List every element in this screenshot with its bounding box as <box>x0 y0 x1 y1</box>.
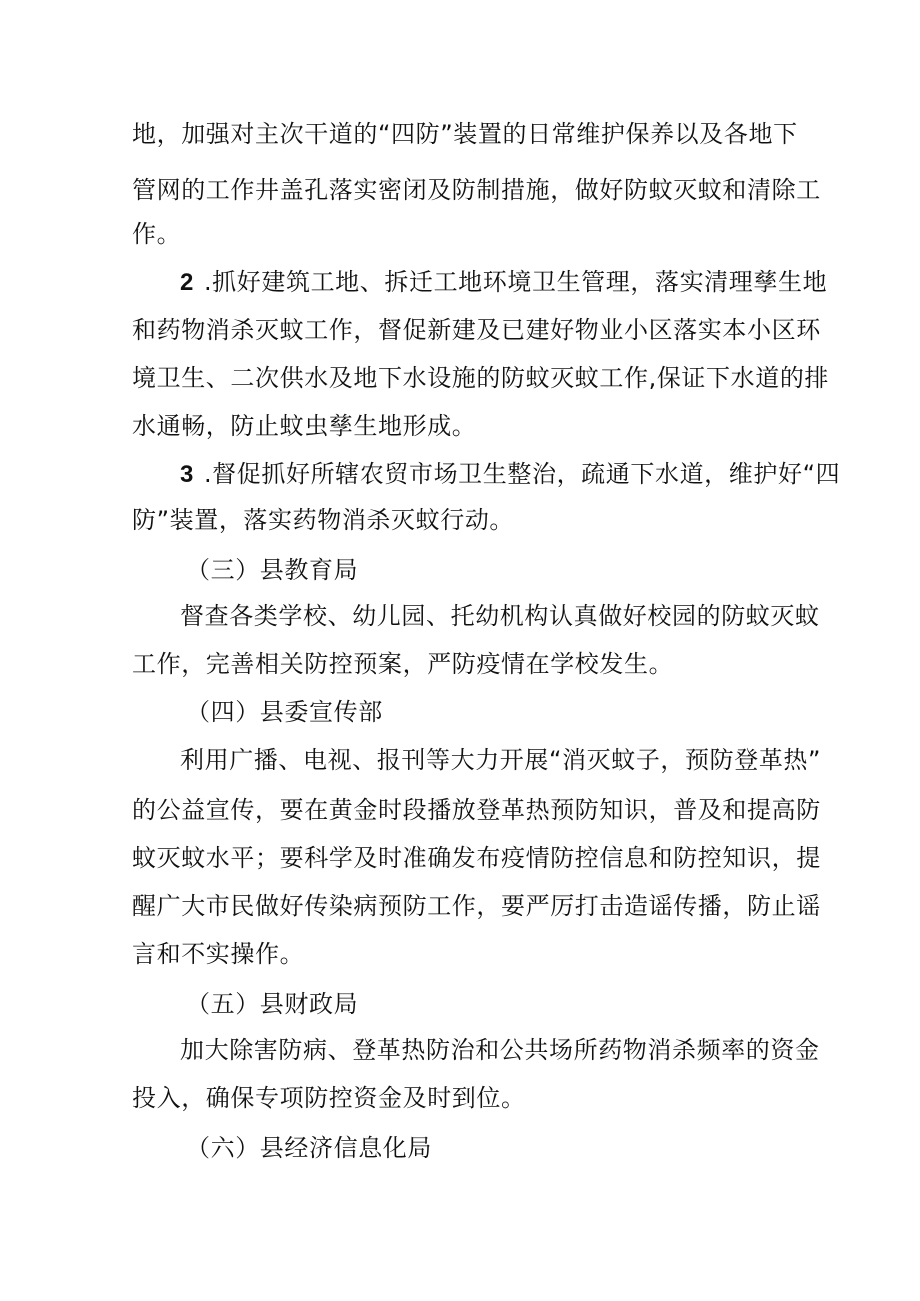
body-line: 管网的工作井盖孔落实密闭及防制措施，做好防蚊灭蚊和清除工 <box>132 176 821 204</box>
item-text: .督促抓好所辖农贸市场卫生整治，疏通下水道，维护好“四 <box>203 460 841 488</box>
section-heading: （四）县委宣传部 <box>186 698 383 726</box>
body-line: 投入，确保专项防控资金及时到位。 <box>132 1084 526 1112</box>
section-heading: （三）县教育局 <box>186 556 359 584</box>
body-line: 的公益宣传，要在黄金时段播放登革热预防知识，普及和提高防 <box>132 796 821 824</box>
body-line: 利用广播、电视、报刊等大力开展“消灭蚊子，预防登革热” <box>180 746 822 774</box>
numbered-item-first-line <box>180 264 827 301</box>
body-line: 境卫生、二次供水及地下水设施的防蚊灭蚊工作,保证下水道的排 <box>132 364 830 392</box>
body-line: 督查各类学校、幼儿园、托幼机构认真做好校园的防蚊灭蚊 <box>180 602 820 630</box>
body-line: 和药物消杀灭蚊工作，督促新建及已建好物业小区落实本小区环 <box>132 316 821 344</box>
body-line: 水通畅，防止蚊虫孳生地形成。 <box>132 412 477 440</box>
item-number: 2 <box>180 269 194 296</box>
body-line: 工作，完善相关防控预案，严防疫情在学校发生。 <box>132 650 674 678</box>
item-text: .抓好建筑工地、拆迁工地环境卫生管理，落实清理孳生地 <box>203 268 828 296</box>
body-line: 地，加强对主次干道的“四防”装置的日常维护保养以及各地下 <box>132 120 798 148</box>
body-line: 作。 <box>132 220 182 248</box>
body-line: 加大除害防病、登革热防治和公共场所药物消杀频率的资金 <box>180 1036 820 1064</box>
numbered-item-first-line <box>180 456 840 493</box>
item-number: 3 <box>180 461 194 488</box>
body-line: 防”装置，落实药物消杀灭蚊行动。 <box>132 506 515 534</box>
body-line: 醒广大市民做好传染病预防工作，要严厉打击造谣传播，防止谣 <box>132 892 821 920</box>
section-heading: （六）县经济信息化局 <box>186 1134 432 1162</box>
body-line: 言和不实操作。 <box>132 940 305 968</box>
body-line: 蚊灭蚊水平；要科学及时准确发布疫情防控信息和防控知识，提 <box>132 844 821 872</box>
section-heading: （五）县财政局 <box>186 990 359 1018</box>
